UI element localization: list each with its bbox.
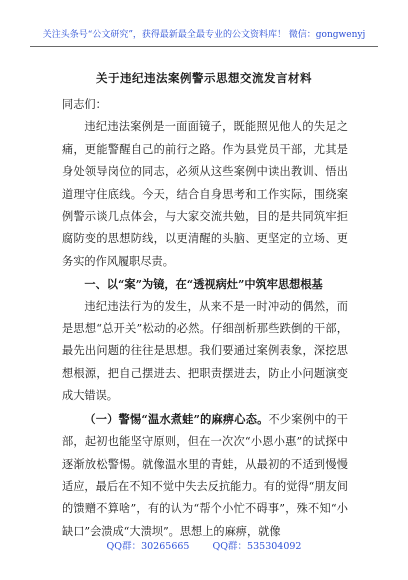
document-title: 关于违纪违法案例警示思想交流发言材料 (96, 71, 312, 85)
section-paragraph: 违纪违法行为的发生，从来不是一时冲动的偶然，而是思想“总开关”松动的必然。仔细剖析那些跌倒的干部，最先出问题的往往是思想。我们要通过案例表象，深挖思想根源，把自己摆进去、把职责摆进去，防止小问题演变成大错误。 (62, 299, 348, 403)
subsection-heading: （一）警惕“温水煮蛙”的麻痹心态。 (84, 411, 269, 426)
subsection-text: 不少案例中的干部，起初也能坚守原则，但在一次次“小恩小惠”的试探中逐渐放松警惕。就像温水里的青蛙，从最初的不适到慢慢适应，最后在不知不觉中失去反抗能力。有的觉得“朋友间的馈赠不算啥”，有的认为“帮个小忙不碍事”，殊不知“小缺口”会溃成“大溃坝”。思想上的麻痹，就像 (62, 412, 348, 538)
header-banner: 关注头条号“公文研究”，获得最新最全最专业的公文资料库！ 微信：gongwenyj (42, 30, 366, 40)
greeting: 同志们： (62, 98, 107, 111)
header-divider (30, 46, 378, 47)
intro-paragraph: 违纪违法案例是一面面镜子，既能照见他人的失足之痛，更能警醒自己的前行之路。作为县党员干部，尤其是身处领导岗位的同志，必须从这些案例中读出教训、悟出道理守住底线。今天，结合自身思考和工作实际，围绕案例警示谈几点体会，与大家交流共勉，目的是共同筑牢拒腐防变的思想防线，以更清醒的头脑、更坚定的立场、更务实的作风履职尽责。 (62, 120, 348, 268)
subsection-paragraph (62, 408, 348, 543)
footer-qq-group-1: QQ群：30265665 (106, 541, 190, 552)
footer-qq-group-2: QQ群：535304092 (212, 541, 302, 552)
footer-qq-groups (30, 538, 378, 552)
document-body (62, 94, 348, 543)
section-heading: 一、以“案”为镜，在“透视病灶”中筑牢思想根基 (84, 277, 323, 292)
